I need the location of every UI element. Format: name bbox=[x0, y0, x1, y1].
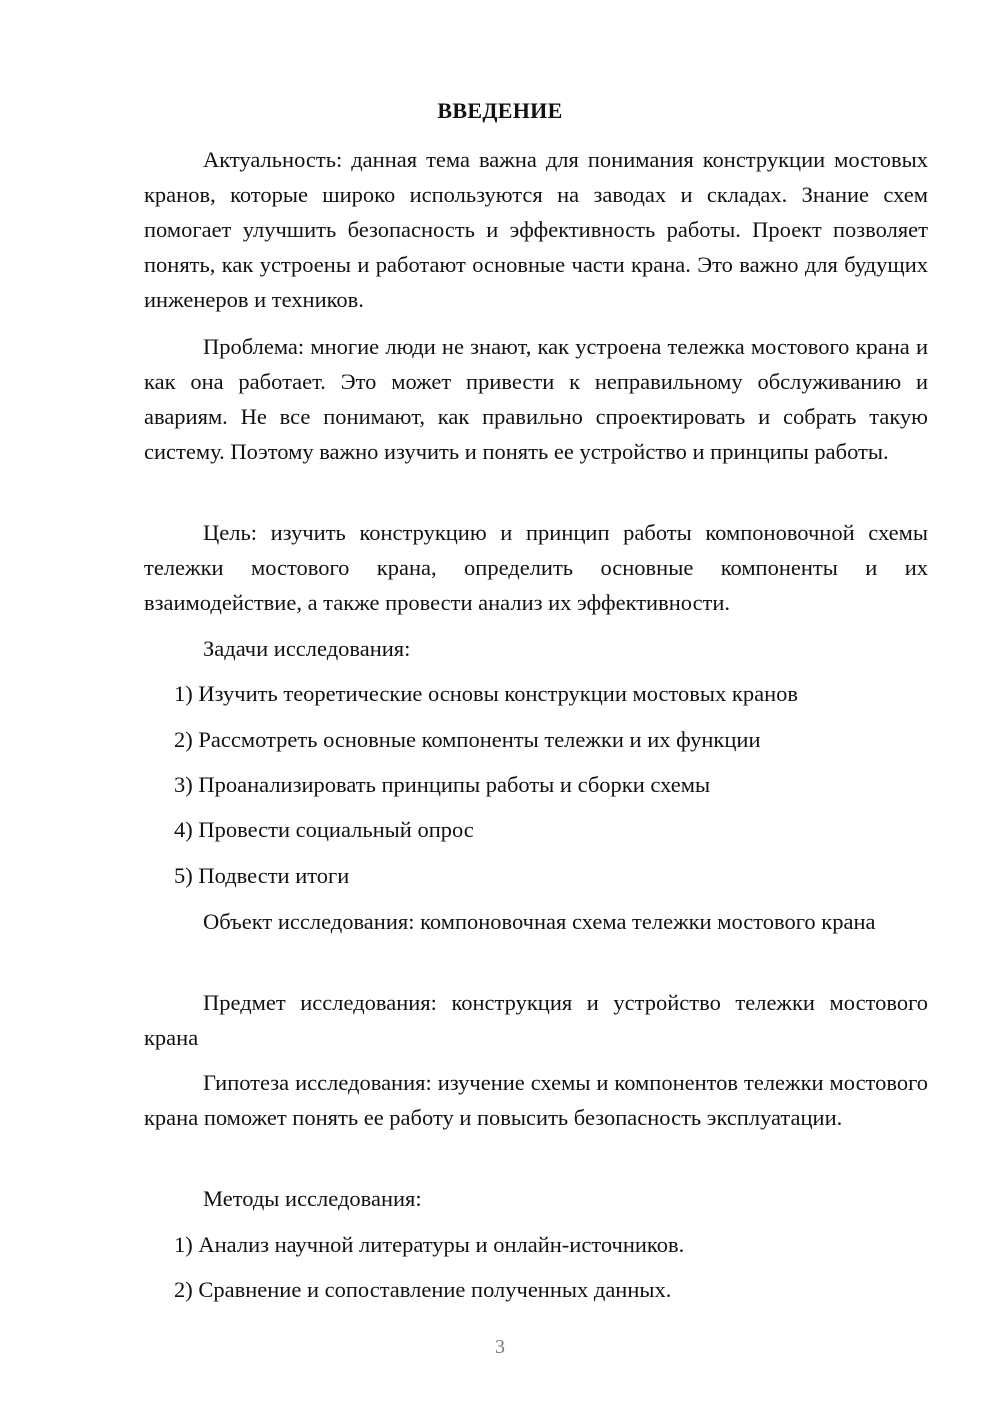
method-item-1: 1) Анализ научной литературы и онлайн-источников. bbox=[174, 1232, 685, 1257]
task-item-5: 5) Подвести итоги bbox=[174, 863, 350, 888]
task-item-1: 1) Изучить теоретические основы конструкции мостовых кранов bbox=[174, 681, 799, 706]
tasks-heading: Задачи исследования: bbox=[203, 636, 411, 661]
page-title: ВВЕДЕНИЕ bbox=[437, 98, 563, 123]
paragraph-object: Объект исследования: компоновочная схема тележки мостового крана bbox=[203, 909, 876, 934]
method-item-2: 2) Сравнение и сопоставление полученных данных. bbox=[174, 1277, 672, 1302]
paragraph-problem: Проблема: многие люди не знают, как устроена тележка мостового крана и как она работает. Это может привести к неправильному обслуживанию и авариям. Не все понимают, как правильно спроектировать и собрать такую систему. Поэтому важно изучить и понять ее устройство и принципы работы. bbox=[144, 334, 928, 464]
task-item-3: 3) Проанализировать принципы работы и сборки схемы bbox=[174, 772, 711, 797]
task-item-2: 2) Рассмотреть основные компоненты тележки и их функции bbox=[174, 727, 761, 752]
task-item-4: 4) Провести социальный опрос bbox=[174, 817, 474, 842]
paragraph-hypothesis: Гипотеза исследования: изучение схемы и компонентов тележки мостового крана поможет понять ее работу и повысить безопасность эксплуатации. bbox=[144, 1070, 928, 1130]
paragraph-subject: Предмет исследования: конструкция и устройство тележки мостового крана bbox=[144, 990, 928, 1050]
paragraph-relevance: Актуальность: данная тема важна для понимания конструкции мостовых кранов, которые широко используются на заводах и складах. Знание схем помогает улучшить безопасность и эффективность работы. Проект позволяет понять, как устроены и работают основные части крана. Это важно для будущих инженеров и техников. bbox=[144, 147, 928, 312]
page-number: 3 bbox=[495, 1336, 505, 1358]
methods-heading: Методы исследования: bbox=[203, 1186, 422, 1211]
paragraph-goal: Цель: изучить конструкцию и принцип работы компоновочной схемы тележки мостового крана, определить основные компоненты и их взаимодействие, а также провести анализ их эффективности. bbox=[144, 520, 928, 615]
